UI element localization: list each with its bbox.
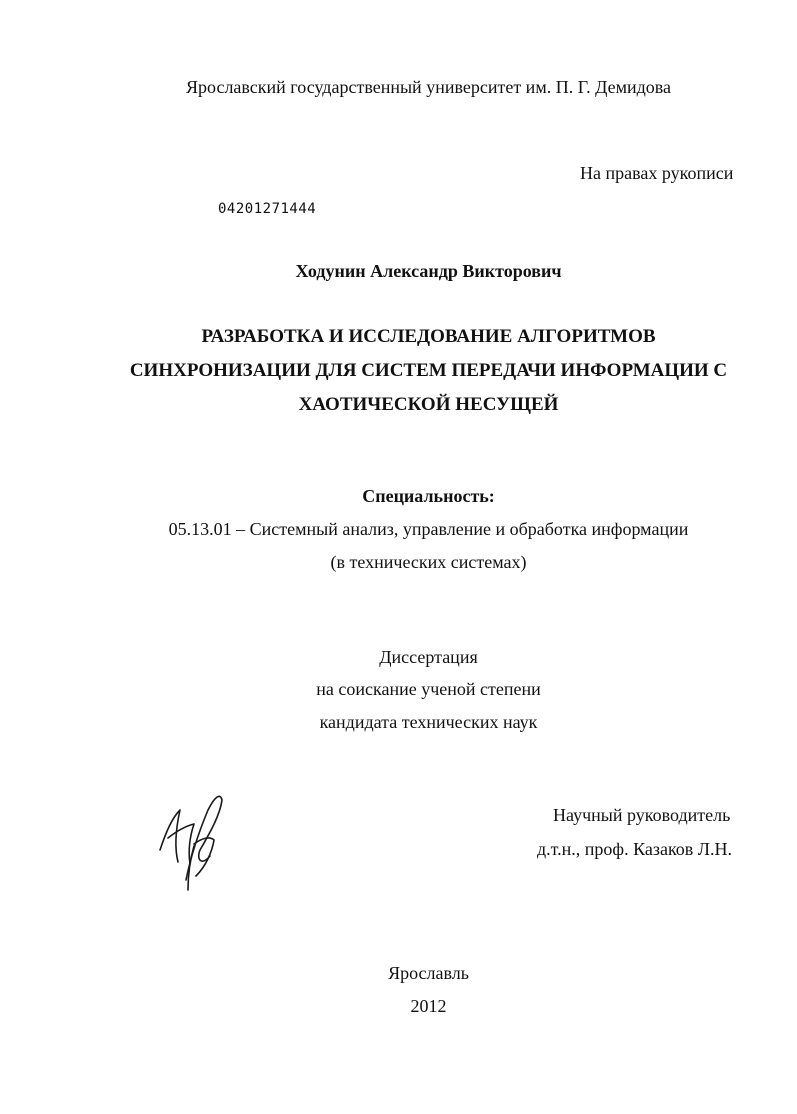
dissertation-degree-line: на соискание ученой степени <box>316 679 541 699</box>
thesis-title-line-2: СИНХРОНИЗАЦИИ ДЛЯ СИСТЕМ ПЕРЕДАЧИ ИНФОРМАЦИИ С <box>129 360 728 381</box>
signature-strokes <box>160 796 222 890</box>
thesis-title <box>30 320 797 422</box>
thesis-title-line-1: РАЗРАБОТКА И ИССЛЕДОВАНИЕ АЛГОРИТМОВ <box>201 326 656 347</box>
thesis-title-line-3: ХАОТИЧЕСКОЙ НЕСУЩЕЙ <box>298 394 559 415</box>
specialty-code-line: 05.13.01 – Системный анализ, управление и обработка информации <box>168 519 689 539</box>
university-name: Ярославский государственный университет им. П. Г. Демидова <box>186 77 671 97</box>
specialty-heading: Специальность: <box>362 486 495 506</box>
author-name: Ходунин Александр Викторович <box>295 261 562 281</box>
registration-code: 04201271444 <box>218 201 317 217</box>
handwritten-signature <box>150 780 230 900</box>
year: 2012 <box>410 996 447 1016</box>
manuscript-rights-note: На правах рукописи <box>580 163 734 183</box>
dissertation-degree-name: кандидата технических наук <box>319 712 538 732</box>
dissertation-label: Диссертация <box>379 647 478 667</box>
supervisor-label: Научный руководитель <box>553 805 731 825</box>
specialty-subline: (в технических системах) <box>330 552 527 572</box>
supervisor-name: д.т.н., проф. Казаков Л.Н. <box>537 839 732 859</box>
city-name: Ярославль <box>388 963 469 983</box>
